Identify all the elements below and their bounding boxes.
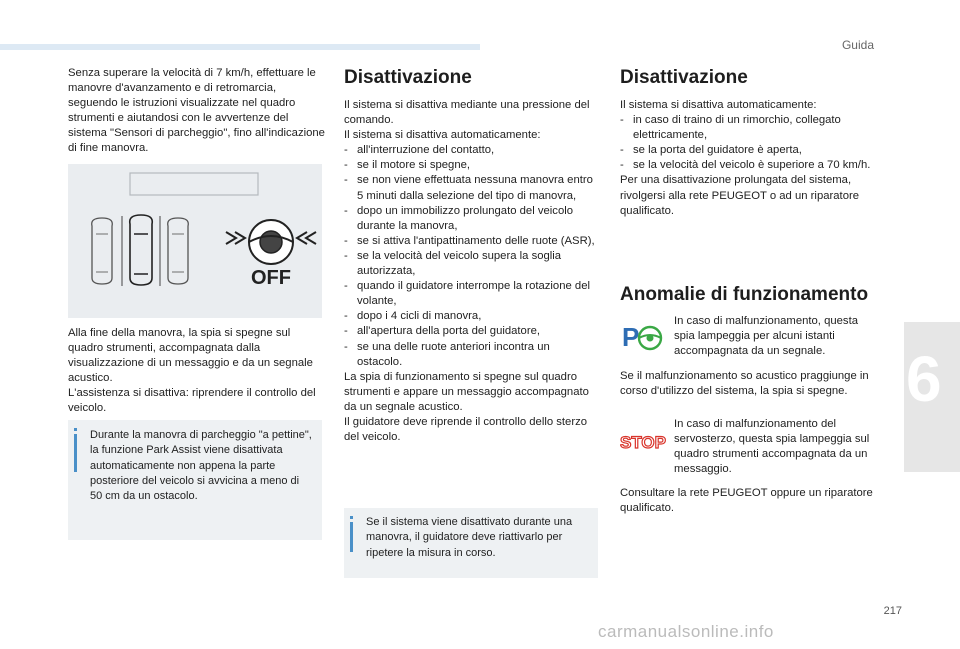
warning-row-1 xyxy=(620,314,874,364)
info-icon xyxy=(74,434,77,472)
section-label: Guida xyxy=(841,38,874,52)
column-2 xyxy=(344,66,598,445)
list-item: - se la porta del guidatore è aperta, xyxy=(620,143,874,158)
column-3 xyxy=(620,66,874,219)
note-text-1: Durante la manovra di parcheggio "a pettine", la funzione Park Assist viene disattivata automaticamente non appena la parte posteriore del veicolo si avvicina a meno di 50 cm da un ostacolo. xyxy=(90,429,312,503)
section-title-anomalies: Anomalie di funzionamento xyxy=(620,284,869,305)
park-assist-warning-icon xyxy=(622,320,664,352)
anomalies-p3: Se il malfunzionamento so acustico praggiunge in corso d'utilizzo del sistema, la spia si spegne. xyxy=(620,370,869,398)
warning-text-1: In caso di malfunzionamento, questa spia lampeggia per alcuni istanti accompagnata da un segnale. xyxy=(674,315,858,358)
takeover-paragraph: L'assistenza si disattiva: riprendere il controllo del veicolo. xyxy=(68,387,316,415)
list-item: - all'apertura della porta del guidatore, xyxy=(344,324,598,339)
info-icon xyxy=(350,522,353,552)
list-item: - quando il guidatore interrompe la rotazione del volante, xyxy=(344,279,598,309)
list-item: - all'interruzione del contatto, xyxy=(344,143,598,158)
column-3-mid xyxy=(620,369,874,399)
warning-text-2-wrap xyxy=(674,417,874,477)
list-item: - dopo un immobilizzo prolungato del veicolo durante la manovra, xyxy=(344,204,598,234)
note-box-2 xyxy=(344,508,598,578)
watermark: carmanualsonline.info xyxy=(598,622,774,641)
deactivation-p2: Il sistema si disattiva automaticamente: xyxy=(344,129,541,142)
warning-text-2: In caso di malfunzionamento del servosterzo, questa spia lampeggia sul quadro strumenti accompagnata da un messaggio. xyxy=(674,418,870,476)
anomalies-p4: Consultare la rete PEUGEOT oppure un riparatore qualificato. xyxy=(620,487,873,515)
deactivation-p1: Il sistema si disattiva mediante una pressione del comando. xyxy=(344,99,590,127)
auto-deactivation-p1: Il sistema si disattiva automaticamente: xyxy=(620,99,817,111)
park-assist-figure xyxy=(68,164,322,318)
intro-paragraph: Senza superare la velocità di 7 km/h, effettuare le manovre d'avanzamento e di retromarcia, seguendo le istruzioni visualizzate nel quadro strumenti e aiutandosi con le avvertenze del sistema "Sensori di parcheggio", fino all'indicazione di fine manovra. xyxy=(68,67,325,155)
page-number: 217 xyxy=(883,605,902,617)
section-title-deactivation-auto: Disattivazione xyxy=(620,67,748,88)
list-item: - in caso di traino di un rimorchio, collegato elettricamente, xyxy=(620,113,874,143)
chapter-tab xyxy=(904,322,960,472)
note-text-2: Se il sistema viene disattivato durante una manovra, il guidatore deve riattivarlo per ripetere la misura in corso. xyxy=(366,516,573,559)
section-title-deactivation: Disattivazione xyxy=(344,67,472,88)
auto-deactivation-p2: Per una disattivazione prolungata del sistema, rivolgersi alla rete PEUGEOT o ad un riparatore qualificato. xyxy=(620,174,860,217)
column-1 xyxy=(68,66,326,157)
list-item: - se non viene effettuata nessuna manovra entro 5 minuti dalla selezione del tipo di manovra, xyxy=(344,173,598,203)
list-item: - se la velocità del veicolo supera la soglia autorizzata, xyxy=(344,249,598,279)
off-label: OFF xyxy=(251,267,291,289)
auto-deactivation-list xyxy=(620,113,874,173)
warning-row-2 xyxy=(620,417,874,479)
list-item: - se il motore si spegne, xyxy=(344,158,598,173)
deactivation-p4: Il guidatore deve riprende il controllo dello sterzo del veicolo. xyxy=(344,415,588,444)
column-3-end xyxy=(620,486,874,516)
list-item: - se la velocità del veicolo è superiore a 70 km/h. xyxy=(620,158,874,173)
deactivation-list xyxy=(344,143,598,369)
list-item: - se una delle ruote anteriori incontra un ostacolo. xyxy=(344,340,598,370)
svg-text:P: P xyxy=(622,322,640,352)
deactivation-p3: La spia di funzionamento si spegne sul quadro strumenti e appare un messaggio accompagnato da un segnale acustico. xyxy=(344,370,589,413)
steering-icon xyxy=(226,220,316,264)
chapter-number: 6 xyxy=(906,343,942,415)
list-item: - dopo i 4 cicli di manovra, xyxy=(344,309,598,324)
end-maneuver-paragraph: Alla fine della manovra, la spia si spegne sul quadro strumenti, accompagnata dalla visualizzazione di un messaggio e da un segnale acustico. xyxy=(68,327,313,385)
svg-text:STOP: STOP xyxy=(620,433,666,452)
stop-warning-icon xyxy=(620,429,666,453)
column-3-anomalies xyxy=(620,283,874,307)
warning-text-1-wrap xyxy=(674,314,874,359)
list-item: - se si attiva l'antipattinamento delle ruote (ASR), xyxy=(344,234,598,249)
note-box-1 xyxy=(68,420,322,540)
header-bar xyxy=(0,44,480,50)
column-1-after xyxy=(68,326,326,417)
park-assist-illustration xyxy=(68,164,322,318)
